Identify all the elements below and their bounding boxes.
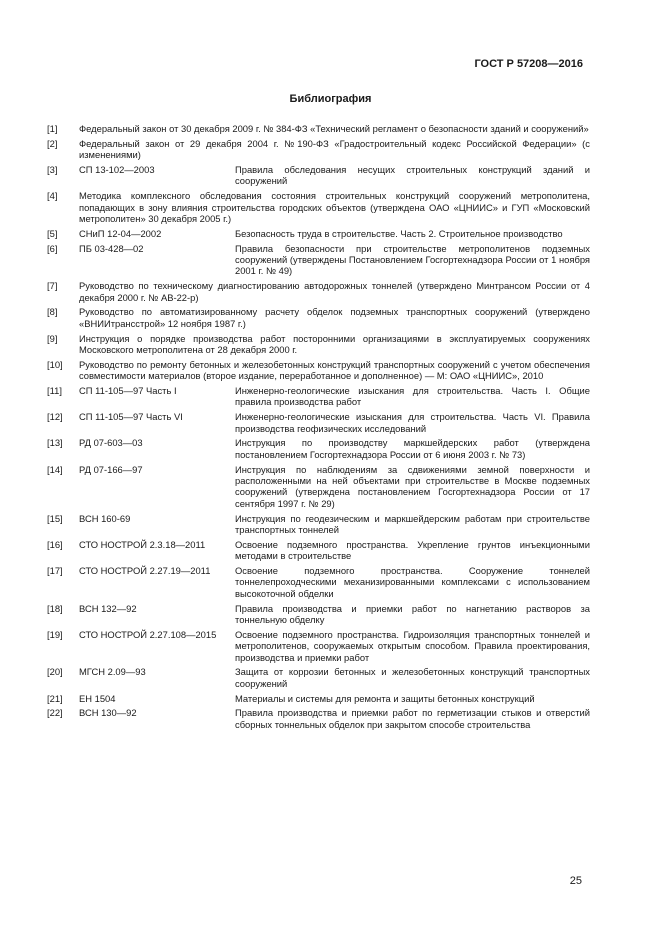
entry-title: Правила производства и приемки работ по герметизации стыков и отверстий сборных тоннельных обделок при закрытом способе строительства — [235, 707, 590, 730]
entry-code: РД 07-166—97 — [79, 463, 143, 475]
entry-code: ПБ 03-428—02 — [79, 242, 144, 254]
bibliography-entry — [47, 629, 590, 663]
entry-code: СТО НОСТРОЙ 2.3.18—2011 — [79, 538, 206, 550]
entry-number: [22] — [47, 707, 63, 719]
entry-code: СП 13-102—2003 — [79, 164, 155, 175]
bibliography-entry — [47, 123, 590, 134]
entry-title: Безопасность труда в строительстве. Часть 2. Строительное производство — [235, 227, 563, 239]
bibliography-entry — [47, 565, 590, 599]
entry-title: Инструкция по геодезическим и маркшейдерским работам при строительстве транспортных тоннелей — [235, 512, 590, 536]
entry-code: ВСН 160-69 — [79, 512, 131, 524]
bibliography-entry — [47, 539, 590, 562]
entry-number: [16] — [47, 538, 63, 550]
entry-number: [18] — [47, 602, 63, 614]
entry-number: [4] — [47, 190, 58, 202]
entry-code: МГСН 2.09—93 — [79, 666, 146, 678]
entry-title: Федеральный закон от 29 декабря 2004 г. №190-ФЗ «Градостроительный кодекс Российской Федерации» (с изменениями) — [79, 137, 590, 161]
bibliography-entry — [47, 138, 590, 161]
page-title: Библиография — [289, 93, 372, 105]
bibliography-entry — [47, 228, 590, 239]
entry-number: [15] — [47, 512, 63, 524]
entry-code: СТО НОСТРОЙ 2.27.19—2011 — [79, 565, 211, 577]
bibliography-entry — [47, 513, 590, 536]
entry-title: Руководство по автоматизированному расчету обделок подземных транспортных сооружений (утверждено «ВНИИтрансстрой» 12 ноября 1987 г.) — [79, 306, 590, 329]
entry-number: [5] — [47, 227, 58, 239]
entry-title: Инженерно-геологические изыскания для строительства. Часть VI. Правила производства геофизических исследований — [235, 411, 590, 434]
entry-number: [20] — [47, 666, 63, 678]
page-number: 25 — [569, 875, 582, 887]
entry-number: [7] — [47, 280, 58, 292]
entry-number: [11] — [47, 385, 62, 397]
bibliography-entry — [47, 666, 590, 689]
entry-code: СНиП 12-04—2002 — [79, 227, 162, 239]
entry-number: [13] — [47, 437, 63, 449]
entry-code: СП 11-105—97 Часть VI — [79, 411, 183, 423]
entry-title: Освоение подземного пространства. Сооружение тоннелей тоннелепроходческими механизированными комплексами с использованием высокоточной обделки — [235, 565, 590, 599]
entry-title: Освоение подземного пространства. Укрепление грунтов инъекционными методами в строительстве — [235, 538, 590, 562]
bibliography-entry — [47, 243, 590, 277]
bibliography-entry — [47, 333, 590, 356]
bibliography-entry — [47, 190, 590, 224]
bibliography-entry — [47, 707, 590, 730]
entry-title: Материалы и системы для ремонта и защиты бетонных конструкций — [235, 692, 535, 704]
entry-title: Инженерно-геологические изыскания для строительства. Часть I. Общие правила производства работ — [235, 385, 590, 408]
entry-code: ВСН 130—92 — [79, 707, 137, 719]
entry-title: Освоение подземного пространства. Гидроизоляция транспортных тоннелей и метрополитенов, сооружаемых открытым способом. Правила проектирования, производства и приемки работ — [235, 628, 590, 663]
entry-title: Руководство по техническому диагностированию автодорожных тоннелей (утверждено Минтрансом России от 4 декабря 2000 г. № АВ-22-р) — [79, 280, 590, 303]
entry-number: [1] — [47, 123, 58, 134]
entry-title: Инструкция по наблюдениям за сдвижениями земной поверхности и расположенными на ней объектами при строительстве в Москве подземных сооружений (утверждена постановлением Госгортехнадзора России от 17 сентября 1997 г. № 29) — [235, 463, 590, 509]
entry-number: [2] — [47, 137, 58, 149]
entry-title: Инструкция по производству маркшейдерских работ (утверждена постановлением Госгортехнадзора России от 6 июня 2003 г. № 73) — [235, 437, 590, 460]
bibliography-list — [47, 123, 590, 734]
entry-title: Методика комплексного обследования состояния строительных конструкций сооружений метрополитена, попадающих в зону влияния строительства городских объектов (утверждена ОАО «ЦНИИС» и ГУП «Московский метрополитен» 30 декабря 2005 г.) — [79, 190, 590, 225]
bibliography-entry — [47, 385, 590, 408]
entry-number: [12] — [47, 411, 63, 423]
entry-title: Правила безопасности при строительстве метрополитенов подземных сооружений (утверждены Постановлением Госгортехнадзора России от 1 ноября 2001 г. № 49) — [235, 242, 590, 277]
entry-title: Защита от коррозии бетонных и железобетонных конструкций транспортных сооружений — [235, 666, 590, 689]
entry-code: СП 11-105—97 Часть I — [79, 385, 177, 397]
entry-title: Инструкция о порядке производства работ посторонними организациями в эксплуатируемых сооружениях Московского метрополитена от 28 декабря 2000 г. — [79, 332, 590, 356]
bibliography-entry — [47, 464, 590, 510]
entry-number: [8] — [47, 306, 58, 318]
entry-title: Правила производства и приемки работ по нагнетанию растворов за тоннельную обделку — [235, 602, 590, 626]
entry-number: [14] — [47, 463, 63, 475]
entry-number: [19] — [47, 628, 63, 640]
entry-number: [6] — [47, 242, 58, 254]
entry-title: Федеральный закон от 30 декабря 2009 г. № 384-ФЗ «Технический регламент о безопасности зданий и сооружений» — [79, 123, 589, 134]
entry-code: РД 07-603—03 — [79, 437, 143, 449]
entry-number: [9] — [47, 332, 58, 344]
entry-code: ЕН 1504 — [79, 692, 116, 704]
entry-title: Правила обследования несущих строительных конструкций зданий и сооружений — [235, 164, 590, 187]
bibliography-entry — [47, 603, 590, 626]
bibliography-entry — [47, 437, 590, 460]
bibliography-entry — [47, 411, 590, 434]
document-id: ГОСТ Р 57208—2016 — [474, 58, 583, 70]
bibliography-entry — [47, 280, 590, 303]
entry-number: [10] — [47, 358, 63, 370]
bibliography-entry — [47, 693, 590, 704]
entry-number: [3] — [47, 164, 58, 175]
entry-number: [21] — [47, 692, 63, 704]
bibliography-entry — [47, 359, 590, 382]
bibliography-entry — [47, 164, 590, 187]
bibliography-entry — [47, 306, 590, 329]
entry-number: [17] — [47, 565, 63, 577]
entry-code: СТО НОСТРОЙ 2.27.108—2015 — [79, 628, 217, 640]
entry-code: ВСН 132—92 — [79, 602, 137, 614]
entry-title: Руководство по ремонту бетонных и железобетонных конструкций транспортных сооружений с учетом обеспечения совместимости материалов (второе издание, переработанное и дополненное) — М: ОАО «ЦНИИС», 2010 — [79, 358, 590, 382]
